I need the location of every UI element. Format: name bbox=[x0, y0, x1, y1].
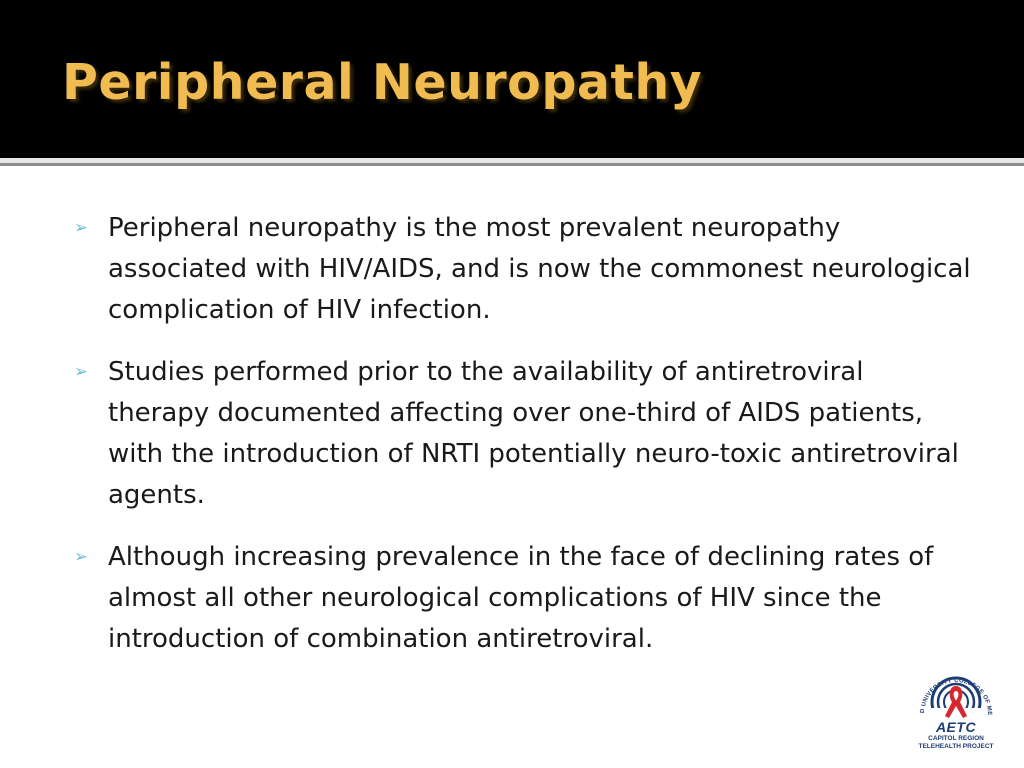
arrow-bullet-icon: ➢ bbox=[74, 218, 89, 238]
logo-name: AETC bbox=[935, 719, 977, 735]
logo-arc-text: D UNIVERSITY COLLEGE OF ME bbox=[919, 677, 993, 716]
logo-emblem-icon bbox=[902, 664, 1010, 724]
aetc-logo bbox=[902, 664, 1010, 756]
bullet-text: Although increasing prevalence in the face of declining rates of almost all other neurological complications of HIV since the introduction of combination antiretroviral. bbox=[108, 542, 934, 654]
bullet-list bbox=[72, 208, 972, 681]
bullet-item bbox=[72, 537, 972, 660]
bullet-text: Peripheral neuropathy is the most prevalent neuropathy associated with HIV/AIDS, and is now the commonest neurological complication of HIV infection. bbox=[108, 213, 971, 325]
logo-subtitle bbox=[902, 735, 1010, 751]
bullet-item bbox=[72, 352, 972, 516]
title-divider-shadow bbox=[0, 163, 1024, 166]
arrow-bullet-icon: ➢ bbox=[74, 547, 89, 567]
logo-subtitle-line2: TELEHEALTH PROJECT bbox=[918, 743, 994, 750]
logo-subtitle-line1: CAPITOL REGION bbox=[928, 735, 984, 742]
slide-title: Peripheral Neuropathy bbox=[62, 54, 703, 111]
arrow-bullet-icon: ➢ bbox=[74, 362, 89, 382]
bullet-item bbox=[72, 208, 972, 331]
bullet-text: Studies performed prior to the availability of antiretroviral therapy documented affecting over one-third of AIDS patients, with the introduction of NRTI potentially neuro-toxic antiretroviral agents. bbox=[108, 357, 959, 510]
